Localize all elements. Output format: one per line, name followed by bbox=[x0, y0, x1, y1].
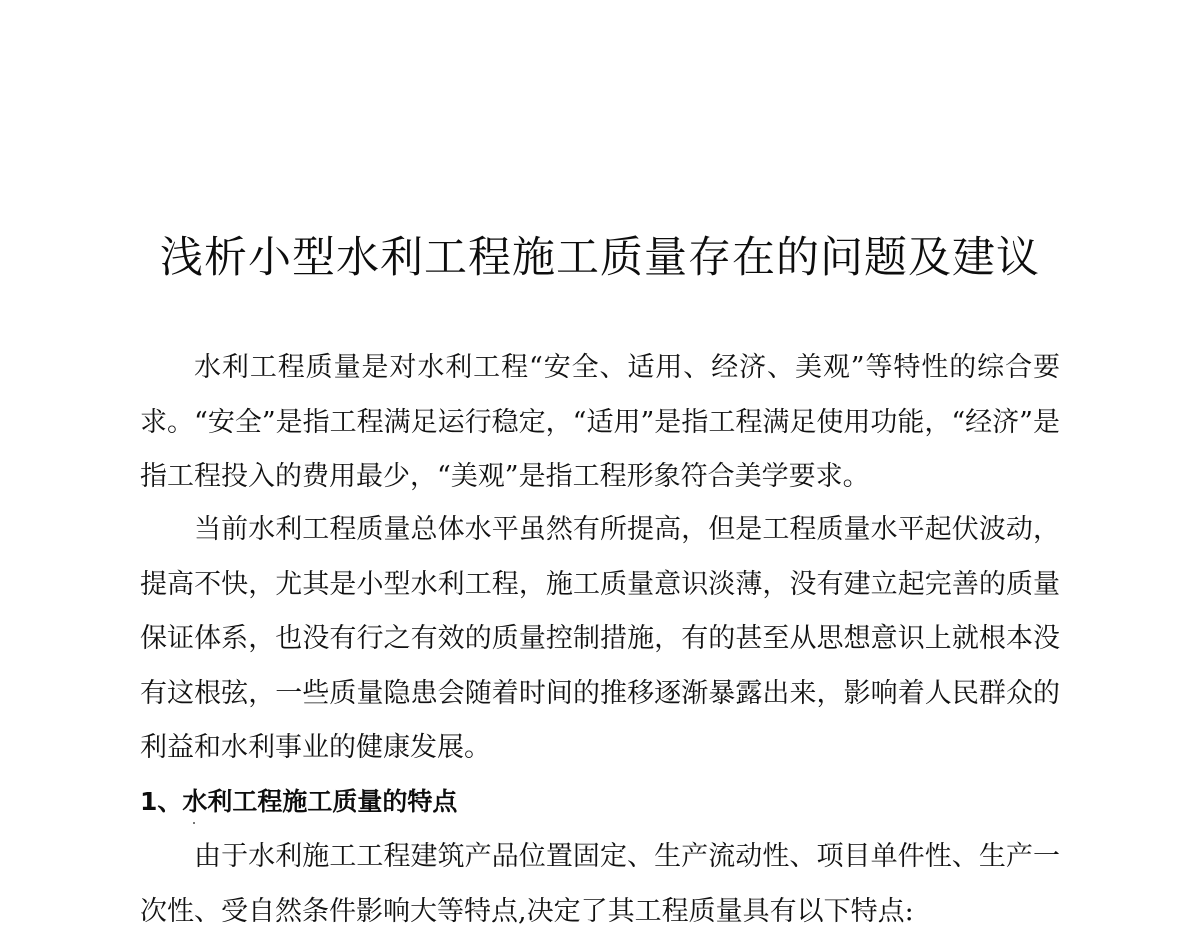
paragraph-section-intro: 由于水利施工工程建筑产品位置固定、生产流动性、项目单件性、生产一次性、受自然条件影响大等特点,决定了其工程质量具有以下特点: bbox=[140, 841, 1060, 927]
scan-speck bbox=[193, 822, 195, 824]
document-title: 浅析小型水利工程施工质量存在的问题及建议 bbox=[160, 233, 1040, 283]
paragraph-current-situation: 当前水利工程质量总体水平虽然有所提高，但是工程质量水平起伏波动，提高不快，尤其是小型水利工程，施工质量意识淡薄，没有建立起完善的质量保证体系，也没有行之有效的质量控制措施，有的甚至从思想意识上就根本没有这根弦，一些质量隐患会随着时间的推移逐渐暴露出来，影响着人民群众的利益和水利事业的健康发展。 bbox=[140, 514, 1060, 763]
section-heading: 1、水利工程施工质量的特点 bbox=[140, 787, 458, 816]
paragraph-quality-definition: 水利工程质量是对水利工程“安全、适用、经济、美观”等特性的综合要求。“安全”是指工程满足运行稳定，“适用”是指工程满足使用功能，“经济”是指工程投入的费用最少，“美观”是指工程形象符合美学要求。 bbox=[140, 352, 1060, 492]
